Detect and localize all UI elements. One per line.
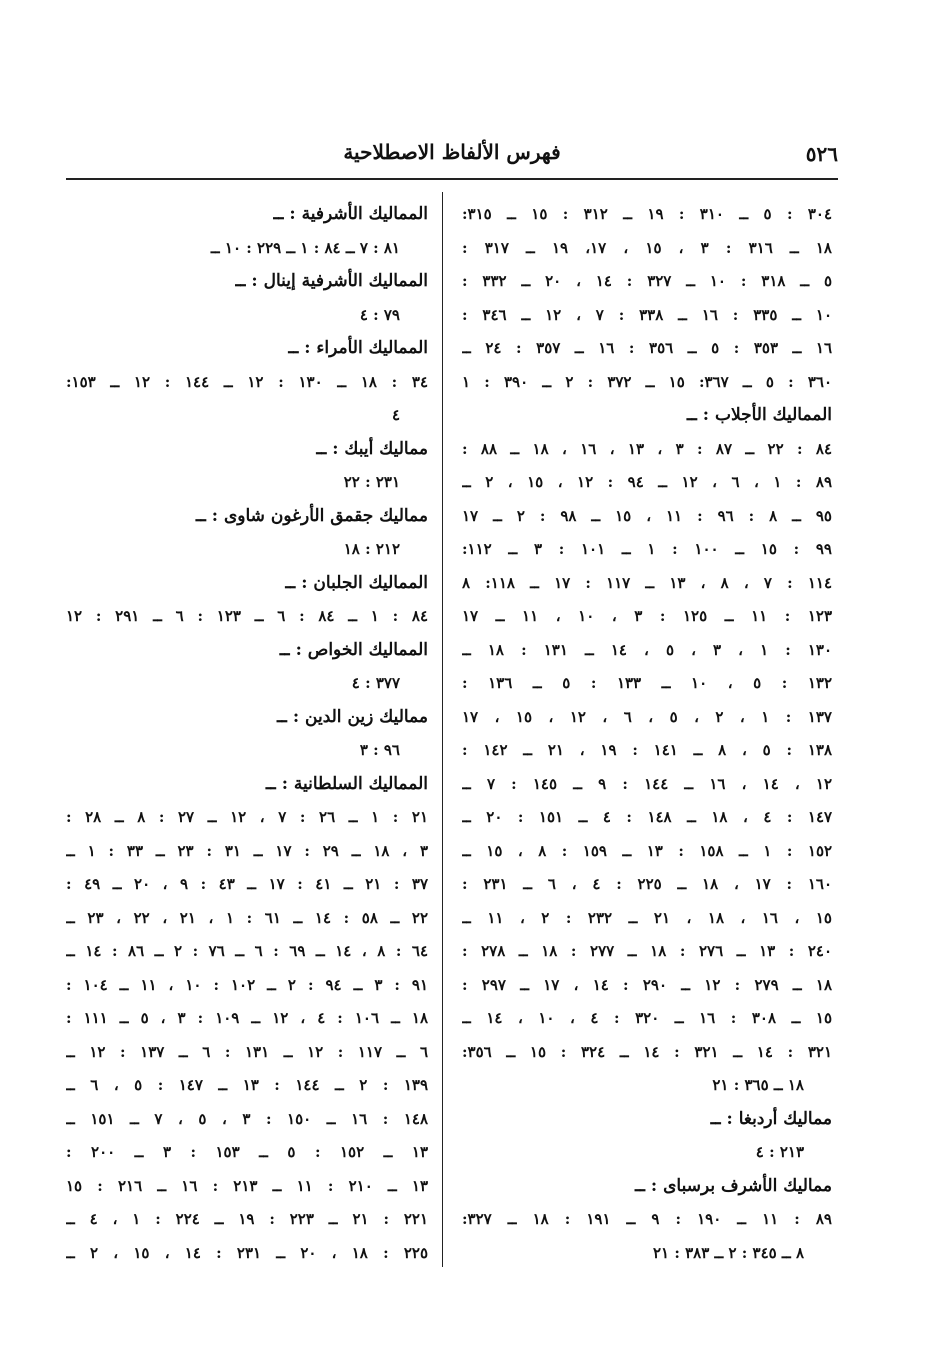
index-references: ٨٩ : ١١ ــ ١٩٠ : ٩ ــ ١٩١ : ١٨ ــ ٣٢٧: [462, 1210, 832, 1228]
index-references: ٢١ : ١ ــ ٢٦ : ٧ ، ١٢ ــ ٢٧ : ٨ ــ ٢٨ : [66, 808, 428, 826]
index-heading: مماليك الأشرف برسباى : ــ [635, 1175, 832, 1196]
index-heading: المماليك السلطانية : ــ [265, 773, 428, 794]
index-references: ١٣٨ : ٥ ، ٨ ــ ١٤١ : ١٩ ، ٢١ ــ ١٤٢ : [462, 741, 832, 759]
index-references: ١٢٣ : ١١ ــ ١٢٥ : ٣ ، ١٠ ، ١١ ــ ١٧ [462, 607, 832, 625]
index-references: ١٥٢ : ١ ــ ١٥٨ : ١٣ ــ ١٥٩ : ٨ ، ١٥ ــ [462, 841, 832, 860]
index-heading: المماليك الأشرفية إينال : ــ [235, 271, 428, 291]
index-references: ١٣٩ : ٢ ــ ١٤٤ : ١٣ ــ ١٤٧ : ٥ ، ٦ ــ [66, 1076, 428, 1094]
index-references: ٩٦ : ٣ [359, 741, 400, 759]
index-references: ١١٤ : ٧ ، ٨ ، ١٣ ــ ١١٧ : ١٧ ــ ١١٨: ٨ [462, 573, 832, 592]
index-heading: مماليك أردبغا : ــ [710, 1108, 832, 1129]
index-references: ١٠ ــ ٣٣٥ : ١٦ ــ ٣٣٨ : ٧ ، ١٢ ــ ٣٤٦ : [462, 305, 832, 324]
index-references: ١٦ ــ ٣٥٣ : ٥ ــ ٣٥٦ : ١٦ ــ ٣٥٧ : ٢٤ ــ [462, 339, 832, 357]
index-references: ٨ ــ ٣٤٥ : ٢ ــ ٣٨٣ : ٢١ [652, 1243, 804, 1262]
index-references: ١٣٠ : ١ ، ٣ ، ٥ ، ١٤ ــ ١٣١ : ١٨ ــ [462, 640, 832, 659]
index-references: ٣٢١ : ١٤ ــ ٣٢١ : ١٤ ــ ٣٢٤ : ١٥ ــ ٣٥٦: [462, 1042, 832, 1061]
index-references: ٢٤٠ : ١٣ ــ ٢٧٦ : ١٨ ــ ٢٧٧ : ١٨ ــ ٢٧٨ : [462, 942, 832, 960]
column-divider [442, 192, 443, 1267]
index-heading: مماليك جقمق الأرغون شاوى : ــ [195, 505, 428, 526]
index-references: ١٨ ــ ٢٧٩ : ١٢ ــ ٢٩٠ : ١٤ ، ١٧ ــ ٢٩٧ : [462, 975, 832, 994]
index-references: ١٢ ، ١٤ ، ١٦ ــ ١٤٤ : ٩ ــ ١٤٥ : ٧ ــ [462, 774, 832, 793]
index-heading: المماليك الأمراء : ــ [288, 338, 428, 358]
index-references: ٩١ : ٣ ــ ٩٤ : ٢ ــ ١٠٢ : ١٠ ، ١١ ــ ١٠٤ : [66, 975, 428, 994]
index-references: ٣٧٧ : ٤ [351, 674, 400, 692]
index-references: ١٣ ــ ١٥٢ : ٥ ــ ١٥٣ : ٣ ــ ٢٠٠ : [66, 1143, 428, 1161]
header-rule [66, 178, 838, 180]
index-heading: مماليك زين الدين : ــ [276, 706, 428, 727]
index-references: ٢١٢ : ١٨ [343, 540, 400, 558]
index-references: ٣٧ : ٢١ ــ ٤١ : ١٧ ــ ٤٣ : ٩ ، ٢٠ ــ ٤٩ : [66, 875, 428, 893]
index-references: ٢١٣ : ٤ [755, 1143, 804, 1161]
index-references: ٦ ــ ١١٧ : ١٢ ــ ١٣١ : ٦ ــ ١٣٧ : ١٢ ــ [66, 1042, 428, 1061]
index-references: ٢٢١ : ٢١ ــ ٢٢٣ : ١٩ ــ ٢٢٤ : ١ ، ٤ ــ [66, 1210, 428, 1228]
index-references: ٧٩ : ٤ [359, 305, 400, 324]
index-references: ٩٥ ــ ٨ : ٩٦ : ١١ ، ١٥ ــ ٩٨ : ٢ ــ ١٧ [462, 506, 832, 525]
index-references: ١٤٨ : ١٦ ــ ١٥٠ : ٣ ، ٥ ، ٧ ــ ١٥١ ــ [66, 1109, 428, 1128]
index-references: ١٥ ــ ٣٠٨ : ١٦ ــ ٣٢٠ : ٤ ، ١٠ ، ١٤ ــ [462, 1009, 832, 1027]
index-references: ٦٤ : ٨ ، ١٤ ــ ٦٩ : ٦ ــ ٧٦ : ٢ ــ ٨٦ : ١٤ ــ [66, 942, 428, 960]
index-references: ٢٣١ : ٢٢ [343, 473, 400, 491]
index-references: ١٨ ــ ٣١٦ : ٣ ، ١٥ ، ١٧، ١٩ ــ ٣١٧ : [462, 238, 832, 257]
index-references: ١٣٢ : ٥ ، ١٠ ــ ١٣٣ : ٥ ــ ١٣٦ : [462, 674, 832, 692]
index-heading: مماليك أيبك : ــ [316, 438, 428, 459]
index-references: ٣٠٤ : ٥ ــ ٣١٠ : ١٩ ــ ٣١٢ : ١٥ ــ ٣١٥: [462, 205, 832, 223]
index-references: ١٣٧ : ١ ، ٢ ، ٥ ، ٦ ، ١٢ ، ١٥ ، ١٧ [462, 707, 832, 726]
index-references: ١٨ ــ ٣٦٥ : ٢١ [712, 1076, 804, 1094]
index-heading: المماليك الخواص : ــ [279, 639, 428, 660]
page-number: ٥٢٦ [805, 142, 838, 166]
index-references: ٣ ، ١٨ ــ ٢٩ : ١٧ ــ ٣١ : ٢٣ ــ ٣٣ : ١ ــ [66, 841, 428, 860]
page-header [66, 140, 838, 176]
index-references: ٨١ : ٧ ــ ٨٤ : ١ ــ ٢٢٩ : ١٠ ــ [210, 238, 400, 257]
index-heading: المماليك الأشرفية : ــ [273, 204, 428, 224]
index-references: ٨٤ : ١ ــ ٨٤ : ٦ ــ ١٢٣ : ٦ ــ ٢٩١ : ١٢ [66, 607, 428, 625]
index-references: ٣٦٠ : ٥ ــ ٣٦٧: ١٥ ــ ٣٧٢ : ٢ ــ ٣٩٠ : ١ [462, 372, 832, 391]
index-references: ٨٩ : ١ ، ٦ ، ١٢ ــ ٩٤ : ١٢ ، ١٥ ، ٢ ــ [462, 473, 832, 491]
index-references: ٤ [391, 406, 400, 424]
index-references: ١٨ ــ ١٠٦ : ٤ ، ١٢ ــ ١٠٩ : ٣ ، ٥ ــ ١١١ : [66, 1009, 428, 1027]
index-references: ٢٢٥ : ١٨ ، ٢٠ ــ ٢٣١ : ١٤ ، ١٥ ، ٢ ــ [66, 1243, 428, 1262]
index-references: ٣٤ : ١٨ ــ ١٣٠ : ١٢ ــ ١٤٤ : ١٢ ــ ١٥٣: [66, 372, 428, 391]
index-column-right [462, 198, 832, 1270]
index-references: ١٥ ، ١٦ ، ١٨ ، ٢١ ــ ٢٣٢ : ٢ ، ١١ ــ [462, 908, 832, 927]
index-column-left [66, 198, 428, 1270]
index-references: ١٦٠ : ١٧ ، ١٨ ــ ٢٢٥ : ٤ ، ٦ ــ ٢٣١ : [462, 875, 832, 893]
page-title: فهرس الألفاظ الاصطلاحية [343, 140, 561, 164]
index-references: ٨٤ : ٢٢ ــ ٨٧ : ٣ ، ١٣ ، ١٦ ، ١٨ ــ ٨٨ : [462, 439, 832, 458]
index-heading: المماليك الأجلاب : ــ [686, 405, 832, 425]
index-references: ٩٩ : ١٥ ــ ١٠٠ : ١ ــ ١٠١ : ٣ ــ ١١٢: [462, 540, 832, 558]
index-references: ٥ ــ ٣١٨ : ١٠ ــ ٣٢٧ : ١٤ ، ٢٠ ــ ٣٣٢ : [462, 272, 832, 290]
index-references: ٢٢ ــ ٥٨ : ١٤ ــ ٦١ : ١ ، ٢١ ، ٢٢ ، ٢٣ ــ [66, 908, 428, 927]
index-references: ١٤٧ : ٤ ، ١٨ ــ ١٤٨ : ٤ ــ ١٥١ : ٢٠ ــ [462, 808, 832, 826]
index-heading: المماليك الجلبان : ــ [285, 572, 428, 593]
index-references: ١٣ ــ ٢١٠ : ١١ ــ ٢١٣ : ١٦ ــ ٢١٦ : ١٥ [66, 1176, 428, 1195]
